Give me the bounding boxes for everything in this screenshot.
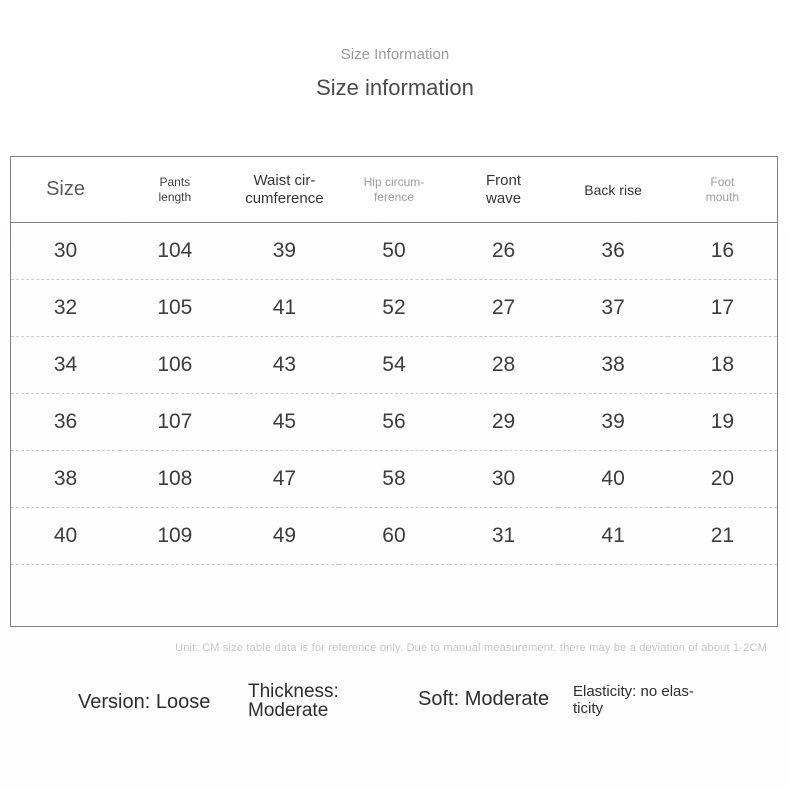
table-row xyxy=(11,394,778,451)
table-empty-row xyxy=(11,565,778,627)
table-cell: 39 xyxy=(272,239,297,262)
table-cell: 41 xyxy=(558,508,668,565)
table-cell: 38 xyxy=(11,451,121,508)
table-cell: 60 xyxy=(339,508,449,565)
table-cell: 32 xyxy=(11,280,121,337)
table-empty-cell xyxy=(11,565,778,627)
table-cell: 36 xyxy=(601,239,625,262)
table-row xyxy=(11,337,778,394)
table-cell: 36 xyxy=(11,394,121,451)
column-header-waist-circumference: Waist cir- cumference xyxy=(230,157,340,223)
table-cell: 104 xyxy=(157,239,193,262)
table-cell: 43 xyxy=(230,337,340,394)
table-cell: 45 xyxy=(230,394,340,451)
table-cell: 50 xyxy=(382,239,406,262)
page-subtitle: Size Information xyxy=(340,46,450,63)
table-cell: 30 xyxy=(53,239,78,262)
column-header-foot-mouth: Foot mouth xyxy=(668,157,778,223)
table-cell: 41 xyxy=(230,280,340,337)
table-cell: 16 xyxy=(710,239,735,262)
table-cell: 19 xyxy=(668,394,778,451)
table-cell: 105 xyxy=(120,280,230,337)
table-cell: 34 xyxy=(11,337,121,394)
table-cell: 20 xyxy=(668,451,778,508)
page-title: Size information xyxy=(316,75,474,100)
column-header-hip-circumference: Hip circum- ference xyxy=(339,157,449,223)
table-header-row xyxy=(11,157,778,223)
table-cell: 39 xyxy=(558,394,668,451)
table-row xyxy=(11,223,778,280)
table-cell: 17 xyxy=(668,280,778,337)
column-header-front-wave: Front wave xyxy=(449,157,559,223)
table-cell: 27 xyxy=(449,280,559,337)
table-cell: 52 xyxy=(339,280,449,337)
spec-thickness: Thickness: Moderate xyxy=(248,681,339,721)
table-cell: 54 xyxy=(339,337,449,394)
table-cell: 38 xyxy=(558,337,668,394)
spec-elasticity: Elasticity: no elas- ticity xyxy=(573,683,694,717)
table-cell: 106 xyxy=(120,337,230,394)
column-header-pants-length: Pants length xyxy=(120,157,230,223)
size-table xyxy=(10,156,778,627)
table-cell: 47 xyxy=(230,451,340,508)
unit-note: Unit: CM size table data is for reference only. Due to manual measurement, there may be a deviation of about 1-2CM xyxy=(175,642,767,654)
table-cell: 28 xyxy=(449,337,559,394)
spec-version: Version: Loose xyxy=(78,691,211,713)
column-header-back-rise: Back rise xyxy=(558,157,668,223)
spec-soft: Soft: Moderate xyxy=(418,688,550,710)
table-cell: 21 xyxy=(668,508,778,565)
table-cell: 29 xyxy=(449,394,559,451)
table-cell: 40 xyxy=(558,451,668,508)
table-cell: 49 xyxy=(230,508,340,565)
table-row xyxy=(11,451,778,508)
table-cell: 18 xyxy=(668,337,778,394)
table-cell: 107 xyxy=(120,394,230,451)
table-cell: 108 xyxy=(120,451,230,508)
table-cell: 37 xyxy=(558,280,668,337)
column-header-size: Size xyxy=(11,157,121,223)
table-cell: 40 xyxy=(11,508,121,565)
table-cell: 56 xyxy=(339,394,449,451)
table-cell: 58 xyxy=(339,451,449,508)
table-cell: 30 xyxy=(449,451,559,508)
table-row xyxy=(11,280,778,337)
table-row xyxy=(11,508,778,565)
table-cell: 31 xyxy=(449,508,559,565)
table-cell: 109 xyxy=(120,508,230,565)
table-cell: 26 xyxy=(491,239,516,262)
